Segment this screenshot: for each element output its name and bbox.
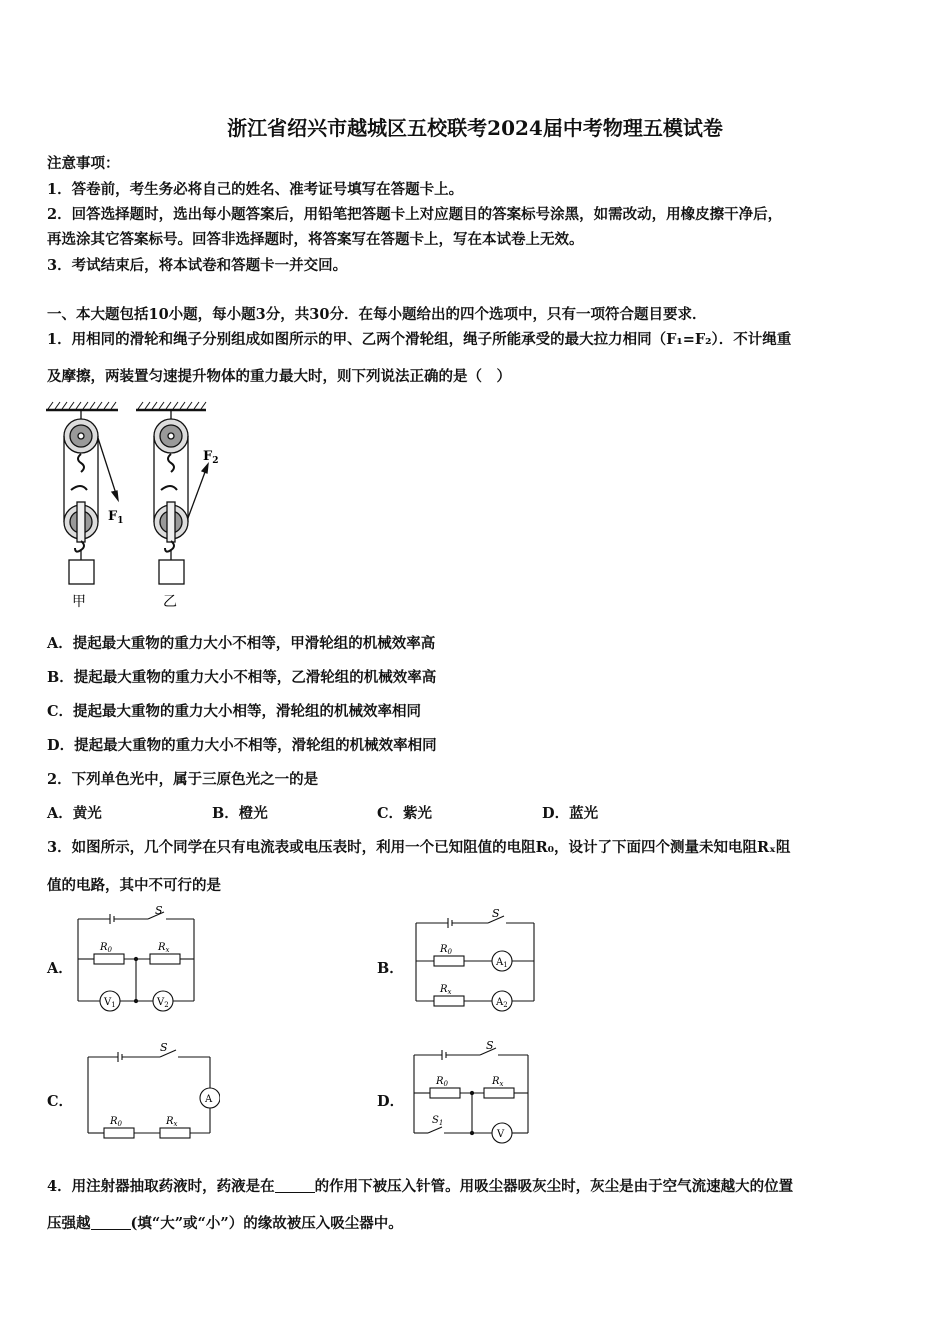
svg-text:R0: $R_0$	[110, 1116, 122, 1128]
q1-stem-line2: 及摩擦，两装置匀速提升物体的重力最大时，则下列说法正确的是（ ）	[47, 368, 511, 385]
q3-option-b-label: B．	[377, 960, 404, 977]
q2-option-c: C．紫光	[377, 805, 433, 822]
q3-option-d-label: D．	[377, 1093, 405, 1110]
svg-text:S1: $S_1$	[432, 1115, 444, 1127]
q2-option-d: D．蓝光	[542, 805, 599, 822]
svg-text:Rx: $R_x$	[492, 1076, 504, 1088]
svg-text:R0: $R_0$	[436, 1076, 448, 1088]
notice-item-3: 3．考试结束后，将本试卷和答题卡一并交回。	[47, 257, 348, 274]
svg-text:S: S	[486, 1039, 494, 1052]
q1-option-a: A．提起最大重物的重力大小不相等，甲滑轮组的机械效率高	[47, 635, 436, 652]
circuit-c	[80, 1037, 220, 1145]
circuit-b	[408, 903, 543, 1015]
q3-stem-line2: 值的电路，其中不可行的是	[47, 877, 221, 894]
circuit-a	[72, 903, 202, 1015]
q3-stem-line1: 3．如图所示，几个同学在只有电流表或电压表时，利用一个已知阻值的电阻R₀，设计了下面四个测量未知电阻Rₓ阻	[47, 839, 791, 856]
svg-text:V1: $V_1$	[104, 997, 116, 1009]
label-yi: 乙	[163, 594, 177, 610]
label-jia: 甲	[72, 594, 86, 610]
svg-text:S: S	[155, 904, 163, 917]
q2-option-a: A．黄光	[47, 805, 102, 822]
svg-text:A1: $A_1$	[496, 957, 508, 969]
q1-option-c: C．提起最大重物的重力大小相等，滑轮组的机械效率相同	[47, 703, 422, 720]
notice-item-2-cont: 再选涂其它答案标号。回答非选择题时，将答案写在答题卡上，写在本试卷上无效。	[47, 231, 584, 248]
q4-line1: 4．用注射器抽取药液时，药液是在 的作用下被压入针管。用吸尘器吸灰尘时，灰尘是由于空气流速越大的位置	[47, 1178, 794, 1195]
notice-heading: 注意事项：	[47, 155, 120, 172]
q3-option-a-label: A．	[47, 960, 73, 977]
svg-text:Rx: $R_x$	[166, 1116, 178, 1128]
q4-line2: 压强越 (填“大”或“小”）的缘故被压入吸尘器中。	[47, 1215, 403, 1232]
svg-text:V: V	[497, 1129, 505, 1140]
q2-option-b: B．橙光	[212, 805, 268, 822]
svg-text:A: A	[205, 1094, 213, 1105]
svg-text:V2: $V_2$	[157, 997, 169, 1009]
svg-text:Rx: $R_x$	[158, 942, 170, 954]
q1-option-d: D．提起最大重物的重力大小不相等，滑轮组的机械效率相同	[47, 737, 437, 754]
q3-option-c-label: C．	[47, 1093, 74, 1110]
svg-text:R0: $R_0$	[100, 942, 112, 954]
pulley-figure	[40, 398, 230, 613]
circuit-d	[406, 1035, 536, 1147]
q2-stem: 2．下列单色光中，属于三原色光之一的是	[47, 771, 319, 788]
page-title: 浙江省绍兴市越城区五校联考2024届中考物理五模试卷	[227, 116, 723, 140]
q1-option-b: B．提起最大重物的重力大小不相等，乙滑轮组的机械效率高	[47, 669, 437, 686]
svg-text:Rx: $R_x$	[440, 984, 452, 996]
svg-text:S: S	[492, 907, 500, 920]
force-f2-label: $F_2$	[203, 449, 219, 466]
svg-text:S: S	[160, 1041, 168, 1054]
svg-text:R0: $R_0$	[440, 944, 452, 956]
section-heading: 一、本大题包括10小题，每小题3分，共30分．在每小题给出的四个选项中，只有一项符合题目要求．	[47, 306, 707, 323]
q4-blank-2[interactable]	[91, 1215, 131, 1230]
force-f1-label: $F_1$	[108, 509, 124, 526]
notice-item-2: 2．回答选择题时，选出每小题答案后，用铅笔把答题卡上对应题目的答案标号涂黑，如需改动，用橡皮擦干净后，	[47, 206, 783, 223]
q4-blank-1[interactable]	[275, 1178, 315, 1193]
notice-item-1: 1．答卷前，考生务必将自己的姓名、准考证号填写在答题卡上。	[47, 181, 464, 198]
q1-stem-line1: 1．用相同的滑轮和绳子分别组成如图所示的甲、乙两个滑轮组，绳子所能承受的最大拉力相同（F₁=F₂）．不计绳重	[47, 331, 792, 348]
svg-text:A2: $A_2$	[496, 997, 508, 1009]
